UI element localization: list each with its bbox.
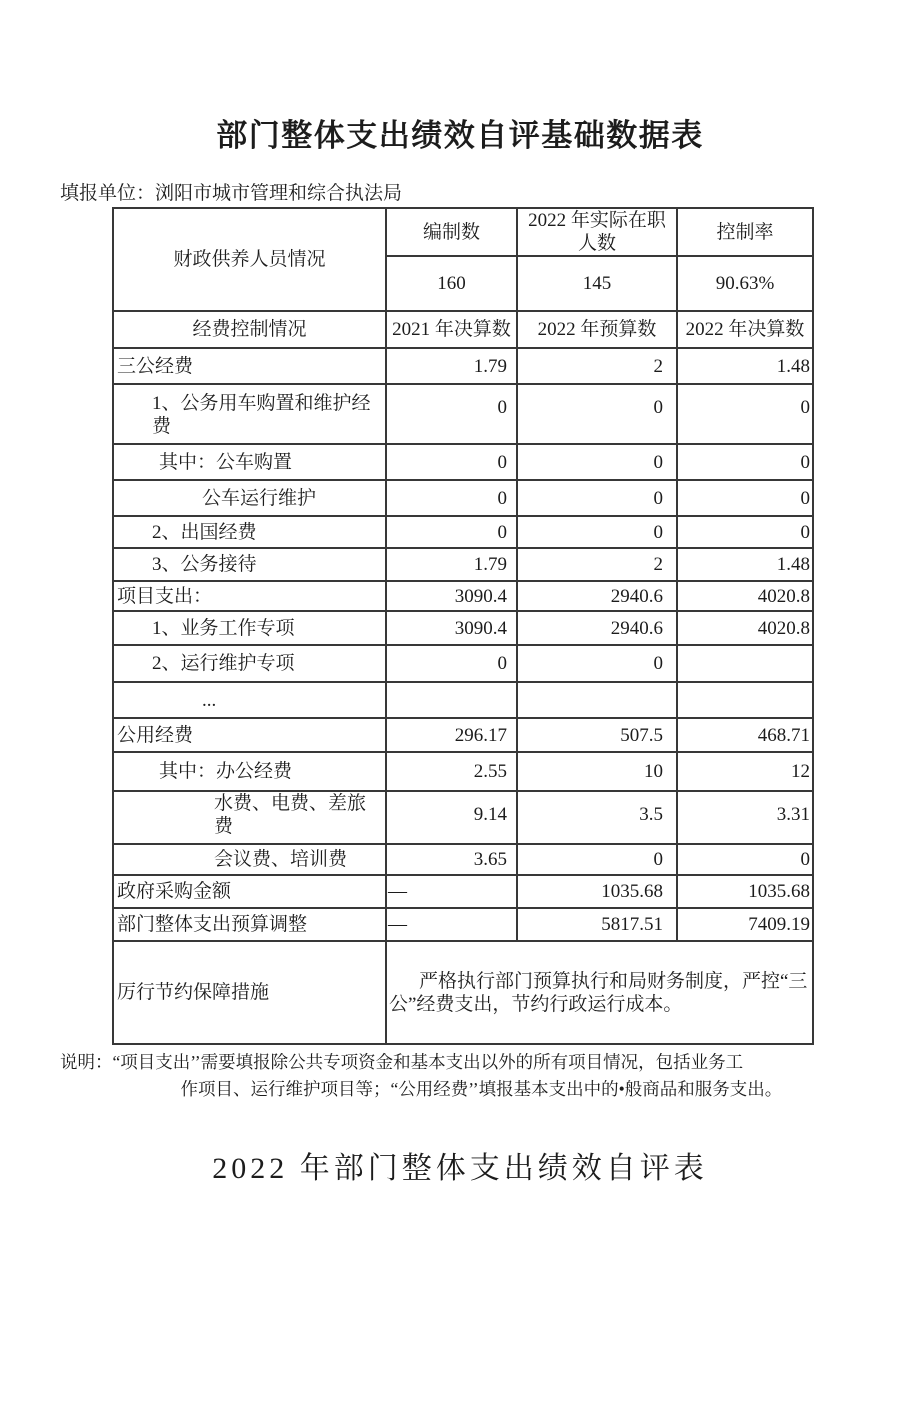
row-label: 政府采购金额 (113, 875, 386, 908)
header-staffing-quota: 编制数 (386, 208, 517, 256)
cell-2022-final (677, 645, 813, 682)
cell-2022-budget: 0 (517, 844, 677, 875)
basic-data-table (112, 207, 814, 1045)
table-row (113, 548, 813, 581)
report-unit-line (60, 183, 920, 205)
cell-2021-final: 3090.4 (386, 611, 517, 645)
row-label: 其中：公车购置 (113, 444, 386, 480)
row-label: 其中：办公经费 (113, 752, 386, 791)
control-header-row (113, 311, 813, 348)
cell-2022-budget: 10 (517, 752, 677, 791)
row-label: 三公经费 (113, 348, 386, 384)
table-row (113, 581, 813, 611)
table-row (113, 611, 813, 645)
cell-2021-final: 0 (386, 444, 517, 480)
cell-2022-final: 0 (677, 480, 813, 516)
table-row (113, 348, 813, 384)
table-row (113, 718, 813, 752)
table-row (113, 516, 813, 548)
cell-2022-budget: 2 (517, 548, 677, 581)
cell-2021-final: 0 (386, 645, 517, 682)
report-unit-value: 浏阳市城市管理和综合执法局 (155, 183, 403, 204)
table-row (113, 875, 813, 908)
control-label-cell: 经费控制情况 (113, 311, 386, 348)
note-line-1: “项目支出’’需要填报除公共专项资金和基本支出以外的所有项目情况，包括业务工 (112, 1052, 744, 1072)
cell-2022-final: 3.31 (677, 791, 813, 844)
cell-2021-final: 1.79 (386, 348, 517, 384)
cell-2022-final (677, 682, 813, 718)
row-label: 2、运行维护专项 (113, 645, 386, 682)
cell-2021-final: 0 (386, 516, 517, 548)
row-label: 会议费、培训费 (113, 844, 386, 875)
cell-2022-final: 1035.68 (677, 875, 813, 908)
personnel-header-row (113, 208, 813, 256)
cell-2021-final: 3090.4 (386, 581, 517, 611)
cell-2022-budget: 2940.6 (517, 611, 677, 645)
cell-2021-final: 296.17 (386, 718, 517, 752)
cell-2022-final: 1.48 (677, 548, 813, 581)
row-label: 项目支出： (113, 581, 386, 611)
note-label: 说明： (60, 1052, 113, 1072)
cell-2021-final: 3.65 (386, 844, 517, 875)
cell-2022-budget (517, 682, 677, 718)
row-label: 2、出国经费 (113, 516, 386, 548)
cell-2021-final: — (386, 875, 517, 908)
value-control-rate: 90.63% (677, 256, 813, 311)
table-row (113, 645, 813, 682)
next-section-title: 2022 年部门整体支出绩效自评表 (212, 1152, 708, 1185)
header-2022-budget: 2022 年预算数 (517, 311, 677, 348)
cell-2022-budget: 0 (517, 516, 677, 548)
row-label: ... (113, 682, 386, 718)
cell-2022-final: 0 (677, 444, 813, 480)
cell-2021-final: 2.55 (386, 752, 517, 791)
cell-2022-final: 468.71 (677, 718, 813, 752)
saving-measures-row (113, 941, 813, 1044)
cell-2021-final: 1.79 (386, 548, 517, 581)
header-actual-staff-2022: 2022 年实际在职人数 (517, 208, 677, 256)
cell-2022-budget: 3.5 (517, 791, 677, 844)
row-label: 1、业务工作专项 (113, 611, 386, 645)
row-label: 公用经费 (113, 718, 386, 752)
cell-2022-budget: 5817.51 (517, 908, 677, 941)
cell-2022-final: 1.48 (677, 348, 813, 384)
cell-2022-budget: 507.5 (517, 718, 677, 752)
row-label: 1、公务用车购置和维护经费 (113, 384, 386, 444)
value-actual-staff: 145 (517, 256, 677, 311)
header-2022-final: 2022 年决算数 (677, 311, 813, 348)
row-label: 公车运行维护 (113, 480, 386, 516)
saving-measures-text: 严格执行部门预算执行和局财务制度，严控“三公”经费支出，节约行政运行成本。 (386, 941, 813, 1044)
note-body (113, 1049, 783, 1103)
table-note (60, 1049, 920, 1103)
cell-2022-budget: 0 (517, 384, 677, 444)
cell-2021-final: 0 (386, 480, 517, 516)
page-title: 部门整体支出绩效自评基础数据表 (216, 118, 704, 153)
personnel-label-cell: 财政供养人员情况 (113, 208, 386, 311)
saving-measures-label: 厉行节约保障措施 (113, 941, 386, 1044)
value-staffing-quota: 160 (386, 256, 517, 311)
table-row (113, 908, 813, 941)
cell-2022-final: 7409.19 (677, 908, 813, 941)
table-row (113, 682, 813, 718)
cell-2022-budget: 2 (517, 348, 677, 384)
cell-2022-final: 4020.8 (677, 581, 813, 611)
row-label: 水费、电费、差旅费 (113, 791, 386, 844)
row-label: 3、公务接待 (113, 548, 386, 581)
table-row (113, 384, 813, 444)
note-line-2: 作项目、运行维护项目等；“公用经费’’填报基本支出中的•般商品和服务支出。 (180, 1079, 783, 1099)
cell-2021-final: 0 (386, 384, 517, 444)
cell-2022-budget: 0 (517, 480, 677, 516)
cell-2021-final (386, 682, 517, 718)
cell-2022-budget: 0 (517, 444, 677, 480)
table-row (113, 480, 813, 516)
cell-2022-budget: 1035.68 (517, 875, 677, 908)
header-2021-final: 2021 年决算数 (386, 311, 517, 348)
cell-2021-final: 9.14 (386, 791, 517, 844)
cell-2022-final: 12 (677, 752, 813, 791)
cell-2022-final: 0 (677, 516, 813, 548)
cell-2022-budget: 2940.6 (517, 581, 677, 611)
header-control-rate: 控制率 (677, 208, 813, 256)
cell-2022-final: 0 (677, 384, 813, 444)
report-unit-label: 填报单位： (60, 183, 156, 204)
cell-2022-budget: 0 (517, 645, 677, 682)
table-row (113, 752, 813, 791)
cell-2021-final: — (386, 908, 517, 941)
table-row (113, 444, 813, 480)
cell-2022-final: 4020.8 (677, 611, 813, 645)
table-row (113, 844, 813, 875)
row-label: 部门整体支出预算调整 (113, 908, 386, 941)
table-row (113, 791, 813, 844)
cell-2022-final: 0 (677, 844, 813, 875)
